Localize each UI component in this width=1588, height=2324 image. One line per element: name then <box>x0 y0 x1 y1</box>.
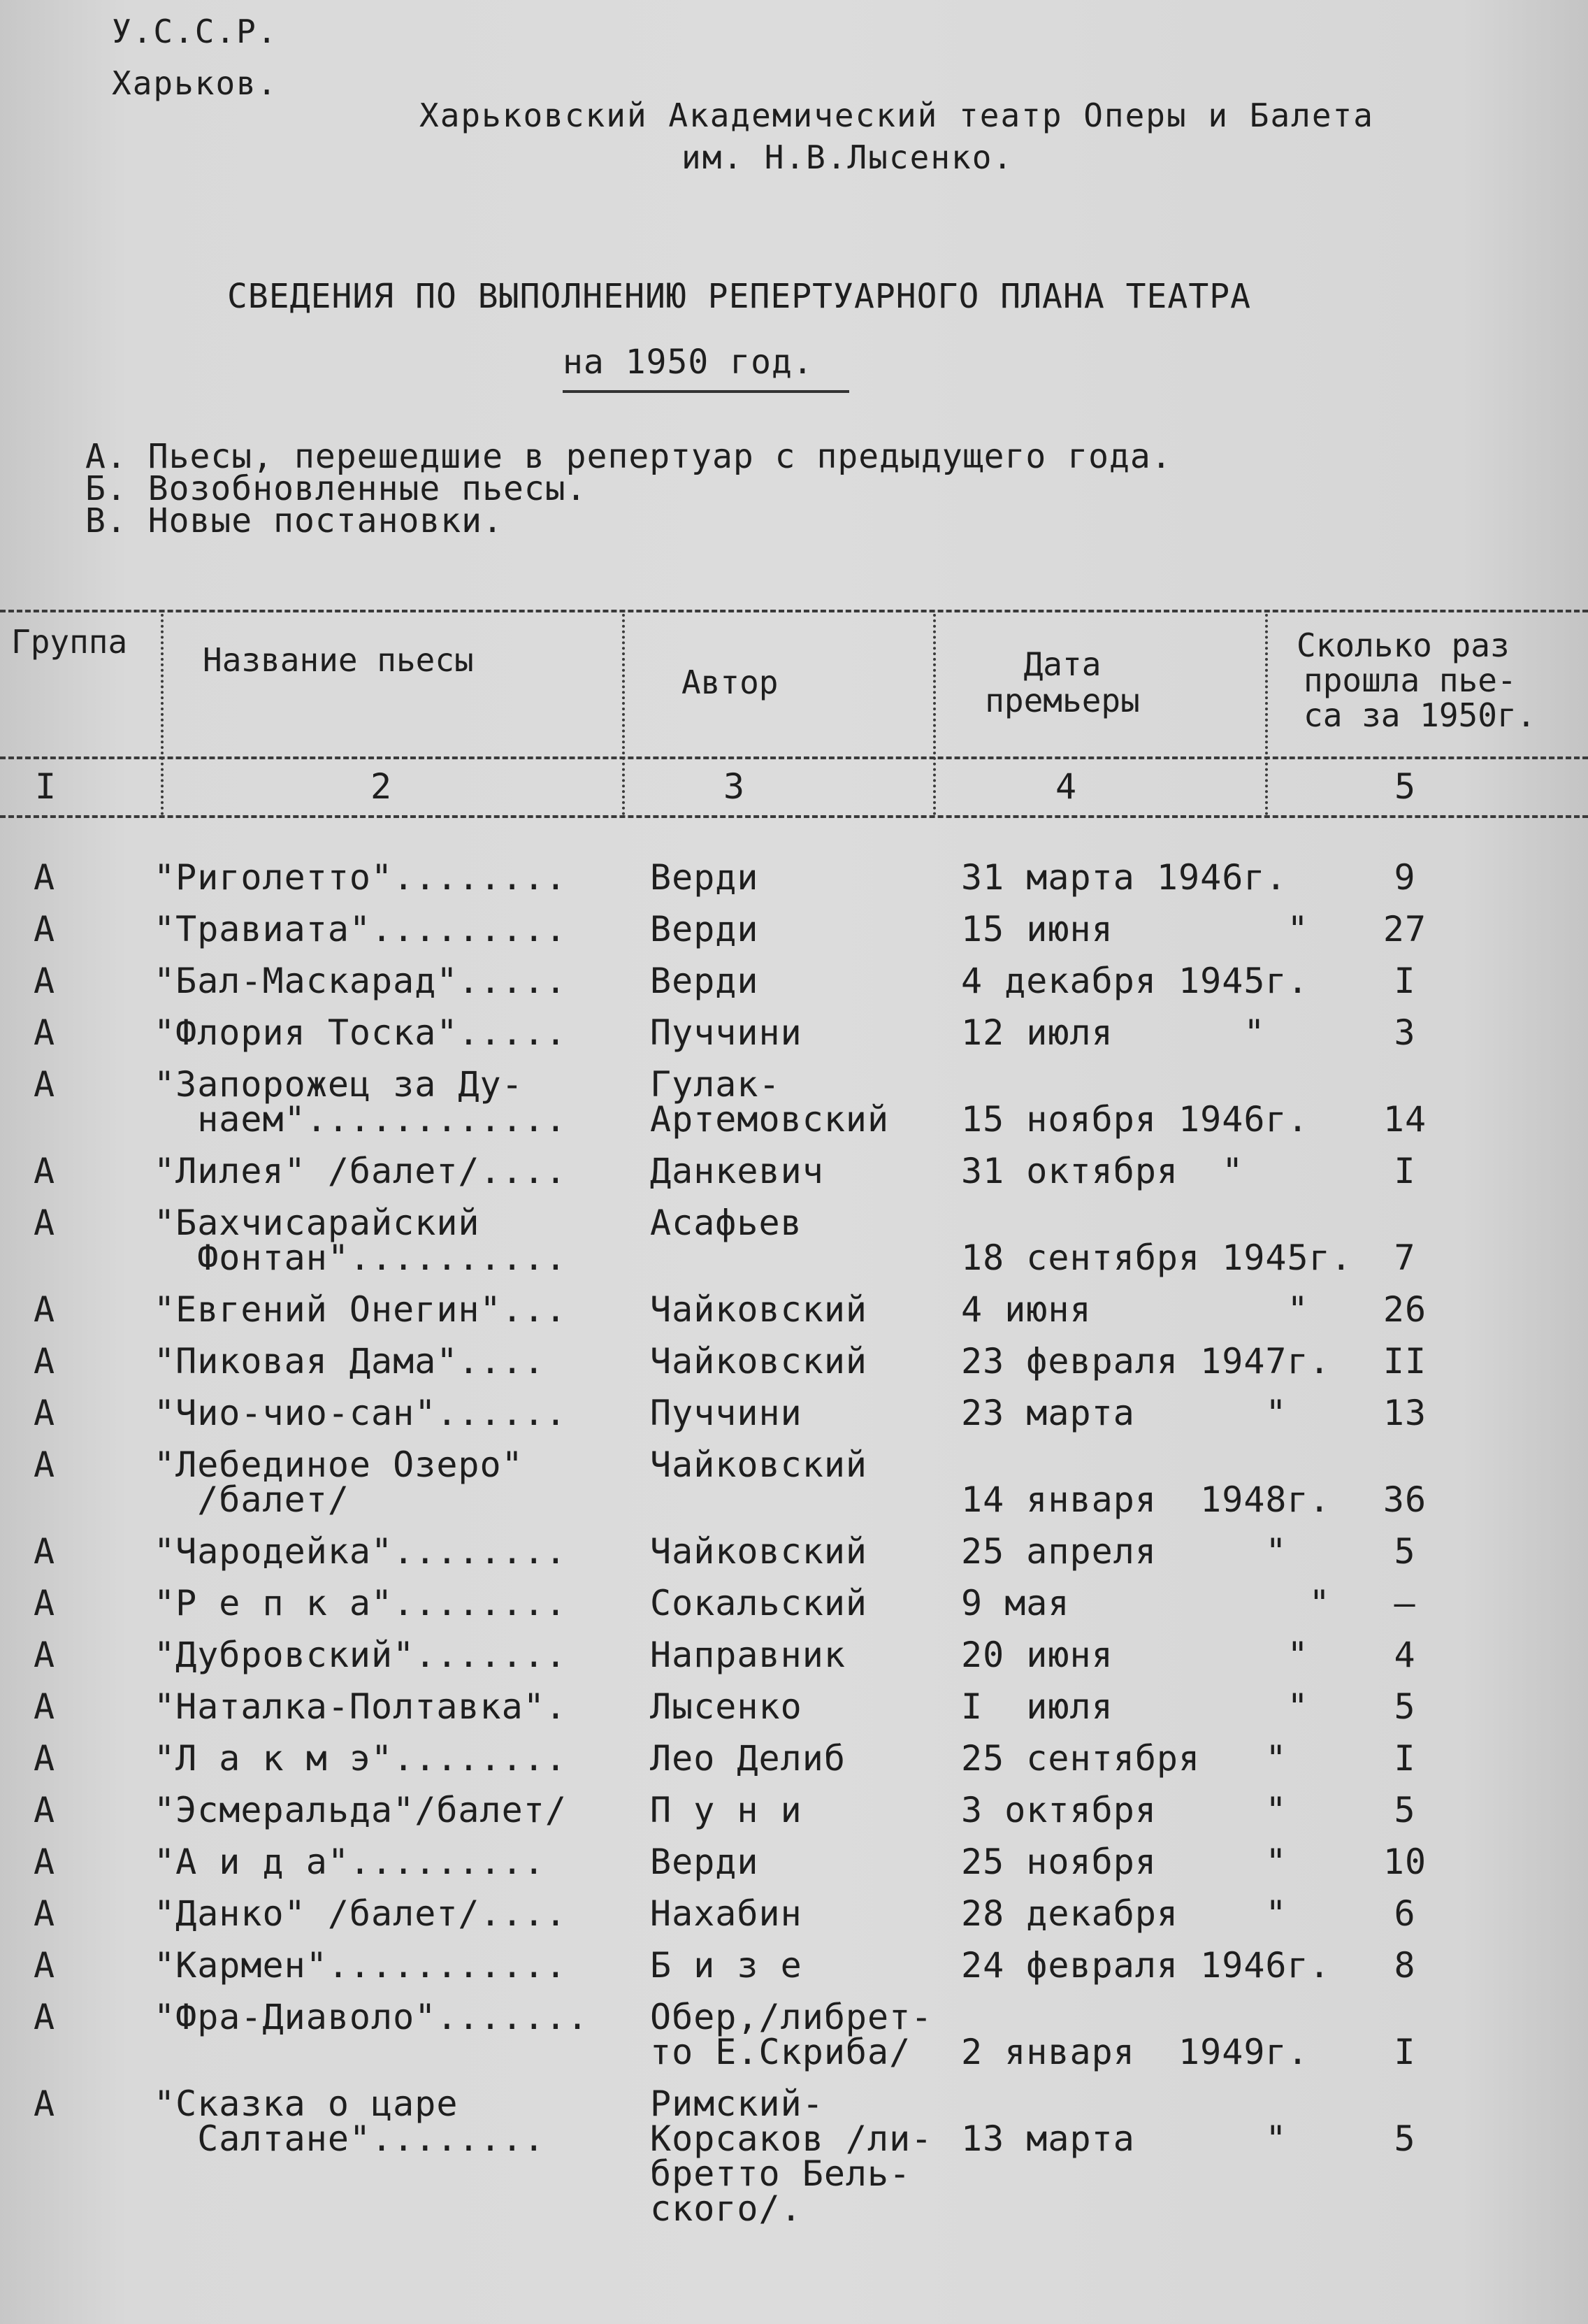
row-premiere-date: 4 декабря 1945г. <box>961 961 1309 1001</box>
row-author: Пуччини <box>650 1393 802 1433</box>
row-title: /балет/ <box>154 1479 349 1520</box>
row-title: "Бахчисарайский <box>154 1203 480 1243</box>
row-group: А <box>34 1997 56 2037</box>
col-header-group: Группа <box>11 623 128 661</box>
row-group: А <box>34 1012 56 1053</box>
table-row <box>0 1289 1588 1330</box>
theatre-name-line2: им. Н.В.Лысенко. <box>681 138 1014 176</box>
row-premiere-date: 15 ноября 1946г. <box>961 1099 1309 1140</box>
row-title: "Евгений Онегин"... <box>154 1289 567 1330</box>
row-author: Гулак- <box>650 1064 781 1105</box>
theatre-name-line1: Харьковский Академический театр Оперы и Балета <box>419 96 1374 134</box>
row-author: Лысенко <box>650 1686 802 1727</box>
col-header-author: Автор <box>681 664 779 701</box>
row-author: Сокальский <box>650 1583 868 1623</box>
table-row <box>0 1842 1588 1882</box>
legend-item-b: Б. Возобновленные пьесы. <box>85 469 587 508</box>
col-header-title: Название пьесы <box>203 641 474 679</box>
col-number-1: I <box>35 766 57 807</box>
table-header-rule <box>0 756 1588 759</box>
table-row <box>0 1738 1588 1779</box>
col-header-count-line1: Сколько раз <box>1297 626 1510 664</box>
row-group: А <box>34 1790 56 1830</box>
row-group: А <box>34 1531 56 1572</box>
row-premiere-date: 9 мая " <box>961 1583 1331 1623</box>
row-author: Б и з е <box>650 1945 802 1986</box>
row-premiere-date: 31 марта 1946г. <box>961 857 1287 898</box>
row-premiere-date: 3 октября " <box>961 1790 1287 1830</box>
row-title: "Наталка-Полтавка". <box>154 1686 567 1727</box>
row-author: Обер,/либрет- <box>650 1997 933 2037</box>
table-row <box>0 1203 1588 1278</box>
row-author: то Е.Скриба/ <box>650 2032 911 2072</box>
row-performance-count: 26 <box>1383 1289 1427 1330</box>
row-author: Верди <box>650 857 759 898</box>
table-row <box>0 857 1588 898</box>
country-label: У.С.С.Р. <box>112 13 278 50</box>
row-group: А <box>34 961 56 1001</box>
row-performance-count: I <box>1394 1151 1416 1191</box>
col-number-2: 2 <box>370 766 392 807</box>
row-performance-count: 7 <box>1394 1238 1416 1278</box>
row-premiere-date: 4 июня " <box>961 1289 1309 1330</box>
table-row <box>0 1635 1588 1675</box>
table-row <box>0 909 1588 949</box>
column-divider-1 <box>161 614 164 815</box>
row-premiere-date: 25 апреля " <box>961 1531 1287 1572</box>
table-numbers-rule <box>0 815 1588 818</box>
row-title: "Кармен"........... <box>154 1945 567 1986</box>
row-group: А <box>34 1341 56 1382</box>
row-title: наем"............ <box>154 1099 567 1140</box>
row-author: Чайковский <box>650 1531 868 1572</box>
table-row <box>0 1341 1588 1382</box>
row-author: Данкевич <box>650 1151 824 1191</box>
row-author: Верди <box>650 961 759 1001</box>
city-label: Харьков. <box>112 64 278 102</box>
document-title: СВЕДЕНИЯ ПО ВЫПОЛНЕНИЮ РЕПЕРТУАРНОГО ПЛАНА ТЕАТРА <box>227 277 1252 316</box>
row-performance-count: 10 <box>1383 1842 1427 1882</box>
row-performance-count: 4 <box>1394 1635 1416 1675</box>
row-performance-count: 9 <box>1394 857 1416 898</box>
row-performance-count: 5 <box>1394 2118 1416 2159</box>
row-performance-count: 13 <box>1383 1393 1427 1433</box>
row-performance-count: — <box>1394 1583 1416 1623</box>
row-performance-count: II <box>1383 1341 1427 1382</box>
row-premiere-date: 23 марта " <box>961 1393 1287 1433</box>
row-title: "Травиата"......... <box>154 909 567 949</box>
row-premiere-date: 15 июня " <box>961 909 1309 949</box>
row-title: "Запорожец за Ду- <box>154 1064 524 1105</box>
row-group: А <box>34 1151 56 1191</box>
row-title: "Эсмеральда"/балет/ <box>154 1790 567 1830</box>
table-row <box>0 1151 1588 1191</box>
column-divider-3 <box>933 614 936 815</box>
row-premiere-date: 28 декабря " <box>961 1893 1287 1934</box>
row-title: Фонтан".......... <box>154 1238 567 1278</box>
row-performance-count: 36 <box>1383 1479 1427 1520</box>
row-author: Чайковский <box>650 1444 868 1485</box>
row-performance-count: 14 <box>1383 1099 1427 1140</box>
row-group: А <box>34 1842 56 1882</box>
row-title: "Сказка о царе <box>154 2083 459 2124</box>
row-group: А <box>34 1444 56 1485</box>
row-performance-count: I <box>1394 961 1416 1001</box>
row-performance-count: I <box>1394 2032 1416 2072</box>
row-author: Верди <box>650 1842 759 1882</box>
row-title: "Л а к м э"........ <box>154 1738 567 1779</box>
table-row <box>0 1893 1588 1934</box>
row-author: Корсаков /ли- <box>650 2118 933 2159</box>
row-title: "Р е п к а"........ <box>154 1583 567 1623</box>
column-divider-2 <box>622 614 625 815</box>
row-group: А <box>34 1289 56 1330</box>
row-group: А <box>34 1635 56 1675</box>
table-row <box>0 1012 1588 1053</box>
row-group: А <box>34 1945 56 1986</box>
row-title: "Чародейка"........ <box>154 1531 567 1572</box>
row-group: А <box>34 1893 56 1934</box>
row-performance-count: 5 <box>1394 1531 1416 1572</box>
col-header-count-line2: прошла пье- <box>1304 661 1517 699</box>
table-top-rule <box>0 610 1588 612</box>
subtitle-underline <box>563 390 849 393</box>
table-row <box>0 1945 1588 1986</box>
row-performance-count: 5 <box>1394 1686 1416 1727</box>
row-premiere-date: 14 января 1948г. <box>961 1479 1331 1520</box>
col-number-5: 5 <box>1394 766 1416 807</box>
row-author: Направник <box>650 1635 846 1675</box>
table-row <box>0 1997 1588 2072</box>
row-title: "Чио-чио-сан"...... <box>154 1393 567 1433</box>
table-row <box>0 1444 1588 1520</box>
row-author: Верди <box>650 909 759 949</box>
row-group: А <box>34 1203 56 1243</box>
row-premiere-date: 31 октября " <box>961 1151 1244 1191</box>
row-title: "Дубровский"....... <box>154 1635 567 1675</box>
row-author: Пуччини <box>650 1012 802 1053</box>
row-group: А <box>34 909 56 949</box>
row-author: Чайковский <box>650 1341 868 1382</box>
row-performance-count: 27 <box>1383 909 1427 949</box>
row-author: Артемовский <box>650 1099 890 1140</box>
table-row <box>0 2083 1588 2229</box>
row-title: "Пиковая Дама".... <box>154 1341 545 1382</box>
row-premiere-date: 18 сентября 1945г. <box>961 1238 1352 1278</box>
col-header-date-line1: Дата <box>1023 645 1102 683</box>
row-title: "Бал-Маскарад"..... <box>154 961 567 1001</box>
table-row <box>0 1790 1588 1830</box>
row-author: Нахабин <box>650 1893 802 1934</box>
row-title: "Лебединое Озеро" <box>154 1444 524 1485</box>
col-number-3: 3 <box>723 766 745 807</box>
col-header-count-line3: са за 1950г. <box>1304 696 1536 734</box>
row-title: Салтане"........ <box>154 2118 545 2159</box>
row-performance-count: 8 <box>1394 1945 1416 1986</box>
col-number-4: 4 <box>1055 766 1077 807</box>
row-group: А <box>34 1583 56 1623</box>
row-title: "Лилея" /балет/.... <box>154 1151 567 1191</box>
row-title: "Риголетто"........ <box>154 857 567 898</box>
row-author: П у н и <box>650 1790 802 1830</box>
row-author: Римский- <box>650 2083 824 2124</box>
row-author: ского/. <box>650 2188 802 2229</box>
table-row <box>0 1064 1588 1140</box>
table-row <box>0 1393 1588 1433</box>
row-author: бретто Бель- <box>650 2153 911 2194</box>
row-author: Асафьев <box>650 1203 802 1243</box>
col-header-date <box>968 646 1157 719</box>
row-premiere-date: 2 января 1949г. <box>961 2032 1309 2072</box>
row-group: А <box>34 2083 56 2124</box>
row-premiere-date: 25 сентября " <box>961 1738 1287 1779</box>
row-premiere-date: 24 февраля 1946г. <box>961 1945 1331 1986</box>
row-premiere-date: 13 марта " <box>961 2118 1287 2159</box>
col-header-count <box>1297 628 1536 733</box>
row-premiere-date: 23 февраля 1947г. <box>961 1341 1331 1382</box>
row-group: А <box>34 1738 56 1779</box>
row-premiere-date: 20 июня " <box>961 1635 1309 1675</box>
row-premiere-date: 12 июля " <box>961 1012 1266 1053</box>
row-group: А <box>34 1686 56 1727</box>
row-title: "А и д а"......... <box>154 1842 545 1882</box>
legend-item-a: А. Пьесы, перешедшие в репертуар с предыдущего года. <box>85 437 1172 476</box>
row-performance-count: 5 <box>1394 1790 1416 1830</box>
row-author: Чайковский <box>650 1289 868 1330</box>
row-performance-count: I <box>1394 1738 1416 1779</box>
row-title: "Фра-Диаволо"....... <box>154 1997 589 2037</box>
row-premiere-date: 25 ноября " <box>961 1842 1287 1882</box>
row-group: А <box>34 1064 56 1105</box>
table-row <box>0 1583 1588 1623</box>
document-subtitle: на 1950 год. <box>563 343 814 382</box>
row-title: "Флория Тоска"..... <box>154 1012 567 1053</box>
table-row <box>0 961 1588 1001</box>
row-group: А <box>34 857 56 898</box>
row-premiere-date: I июля " <box>961 1686 1309 1727</box>
table-row <box>0 1686 1588 1727</box>
col-header-date-line2: премьеры <box>985 682 1140 719</box>
row-performance-count: 6 <box>1394 1893 1416 1934</box>
column-divider-4 <box>1265 614 1268 815</box>
row-performance-count: 3 <box>1394 1012 1416 1053</box>
row-author: Лео Делиб <box>650 1738 846 1779</box>
legend-item-c: В. Новые постановки. <box>85 501 503 540</box>
row-group: А <box>34 1393 56 1433</box>
table-row <box>0 1531 1588 1572</box>
row-title: "Данко" /балет/.... <box>154 1893 567 1934</box>
